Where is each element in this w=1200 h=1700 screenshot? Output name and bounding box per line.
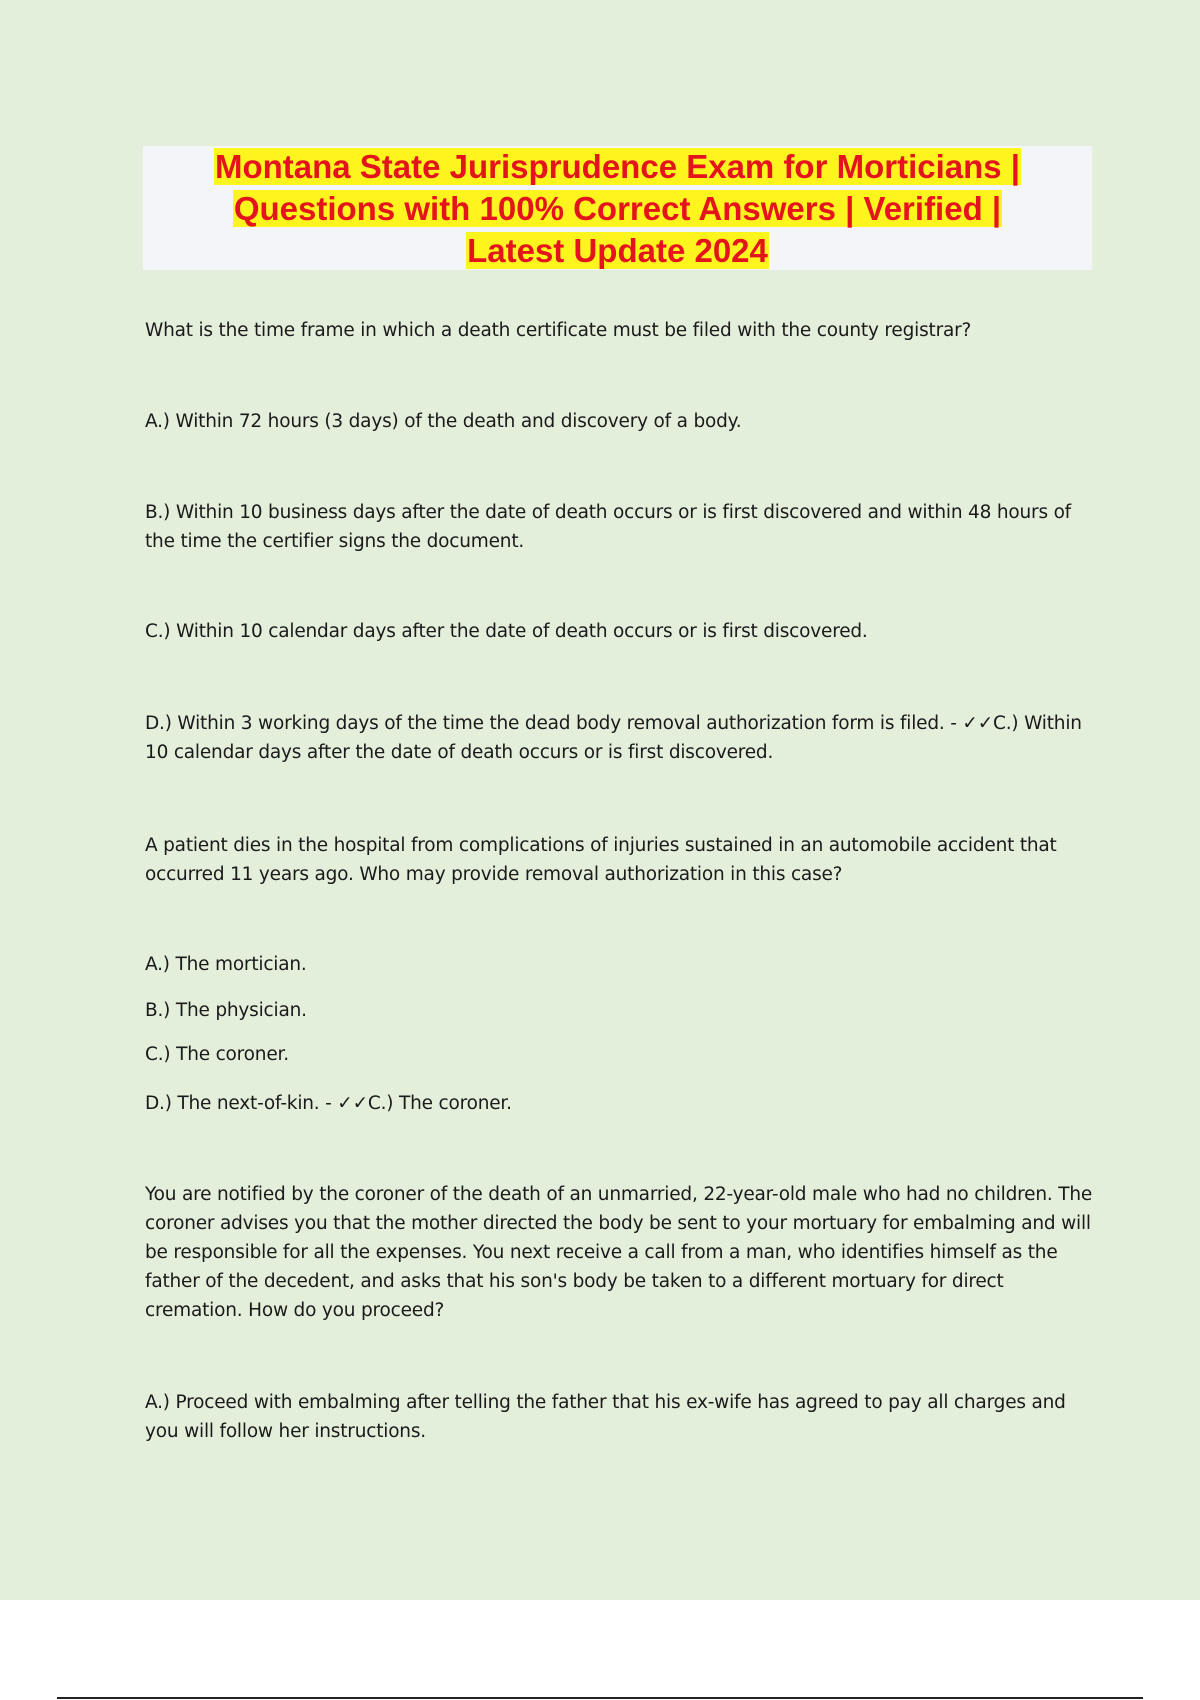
question-1-option-c: C.) Within 10 calendar days after the date of death occurs or is first discovered. — [145, 621, 868, 642]
document-title-box — [143, 146, 1092, 270]
document-title — [143, 146, 1092, 272]
question-1-option-b: B.) Within 10 business days after the date of death occurs or is first discovered and within 48 hours of the time the certifier signs the document. — [145, 502, 1071, 552]
question-1-option-d-answer: D.) Within 3 working days of the time the dead body removal authorization form is filed. - ✓✓C.) Within 10 calendar days after the date of death occurs or is first discovered. — [145, 713, 1082, 763]
question-2-option-b: B.) The physician. — [145, 1000, 307, 1021]
question-2-option-a: A.) The mortician. — [145, 954, 307, 975]
question-3-option-a: A.) Proceed with embalming after telling the father that his ex-wife has agreed to pay all charges and you will follow her instructions. — [145, 1392, 1066, 1442]
question-2-prompt: A patient dies in the hospital from complications of injuries sustained in an automobile accident that occurred 11 years ago. Who may provide removal authorization in this case? — [145, 835, 1057, 885]
question-2-option-d-answer: D.) The next-of-kin. - ✓✓C.) The coroner. — [145, 1093, 512, 1114]
title-line-3: Latest Update 2024 — [467, 232, 768, 269]
question-2-option-c: C.) The coroner. — [145, 1044, 289, 1065]
question-3-prompt: You are notified by the coroner of the death of an unmarried, 22-year-old male who had no children. The coroner advises you that the mother directed the body be sent to your mortuary for embalming and will be responsible for all the expenses. You next receive a call from a man, who identifies himself as the father of the decedent, and asks that his son's body be taken to a different mortuary for direct cremation. How do you proceed? — [145, 1184, 1093, 1321]
title-line-2: Questions with 100% Correct Answers | Verified | — [233, 190, 1002, 227]
question-1-option-a: A.) Within 72 hours (3 days) of the death and discovery of a body. — [145, 411, 742, 432]
question-1-prompt: What is the time frame in which a death certificate must be filed with the county registrar? — [145, 320, 972, 341]
footer-divider — [57, 1697, 1143, 1699]
title-line-1: Montana State Jurisprudence Exam for Morticians | — [214, 148, 1021, 185]
